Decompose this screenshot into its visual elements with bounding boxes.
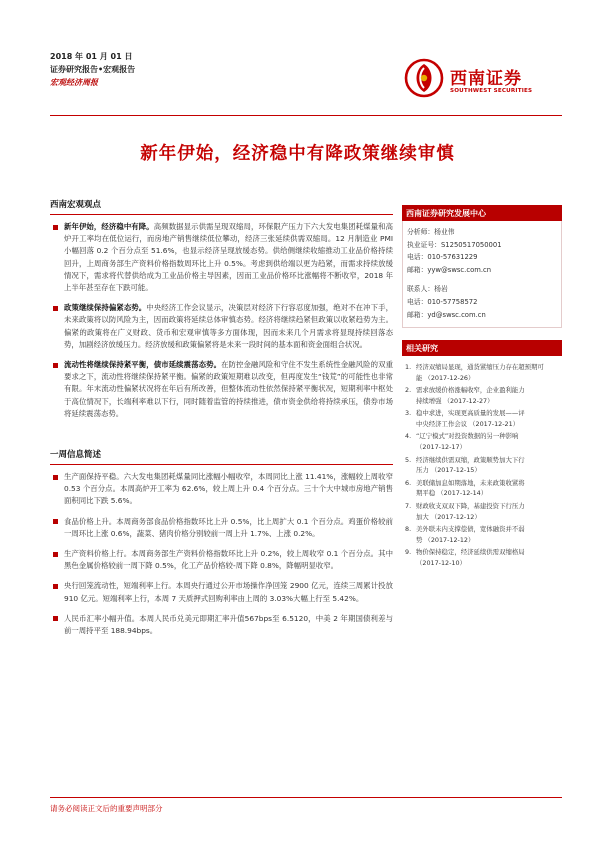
sidebar <box>402 205 562 570</box>
report-meta <box>50 50 310 89</box>
contact-name: 联系人：杨岩 <box>407 285 448 294</box>
weekly-heading: 一周信息简述 <box>50 448 393 465</box>
footer-disclaimer: 请务必阅读正文后的重要声明部分 <box>50 804 163 813</box>
related-item[interactable]: 3. 稳中求进，实现更高质量的发展——评 中央经济工作会议 （2017-12-21） <box>405 409 525 429</box>
contact-gap <box>407 276 557 283</box>
logo-text-cn: 西南证券 <box>450 69 522 89</box>
weekly-point: 央行回笼流动性，短端利率上行。本周央行通过公开市场操作净回笼 2900 亿元，连续三周累计投放 910 亿元。短端利率上行，本周 7 天质押式回购利率由上周的 3.03%大幅上行至 5.42%。 <box>50 580 393 604</box>
macro-point-text: 中央经济工作会议显示，决策层对经济下行容忍度加强，绝对不在冲下手，未来政策将以防风险为主，因而政策将延续总体审慎态势。经济将继续趋紧但政策以收紧趋势为主。偏紧的政策将在广义财政、货币和宏观审慎等多方面体现，因而未来几个月需求将显现持续回落态势，加剧经济放缓压力。经济放缓和政策偏紧将是未来一段时间的基本面和资金面组合状况。 <box>64 303 393 349</box>
weekly-point: 人民币汇率小幅升值。本周人民币兑美元即期汇率升值567bps至 6.5120，中美 2 年期国债利差与前一周持平至 188.94bps。 <box>50 613 393 637</box>
macro-point <box>50 302 393 351</box>
related-list <box>402 356 562 568</box>
macro-point-lead: 新年伊始，经济稳中有降。 <box>64 222 154 231</box>
macro-point <box>50 221 393 294</box>
macro-point-text: 高频数据显示供需呈现双缩局，环保限产压力下六大发电集团耗煤量和高炉开工率均在低位运行，而房地产销售继续低位攀动，经济三张延续供需双缩局。12 月制造业 PMI 小幅回落 0.2 个百分点至 51.6%，也显示经济呈现放缓态势。供给侧继续收缩推动工业品价格持续回升，上周商务部生产资料价格指数周环比上升 0.5%。考虑到供给端以更为趋紧，而需求持续放缓情况下，需求将代替供给成为工业品价格主导因素，因而工业品价格环比涨幅将不断收窄，2018 年上半年甚至存在下跌可能。 <box>64 222 393 293</box>
weekly-point: 生产面保持平稳。六大发电集团耗煤量同比涨幅小幅收窄，本周同比上涨 11.41%，涨幅较上周收窄 0.53 个百分点。本周高炉开工率为 62.6%，较上周上升 0.4 个百分点。三十个大中城市房地产销售面积同比下跌 5.6%。 <box>50 471 393 508</box>
section-spacer <box>50 428 393 448</box>
report-subtype: 宏观经济周报 <box>50 78 98 87</box>
macro-heading: 西南宏观观点 <box>50 198 393 215</box>
swsc-logo-icon <box>404 58 444 98</box>
related-item[interactable]: 2. 需求放缓价格涨幅收窄，企业盈利能力 持续增强 （2017-12-27） <box>405 386 525 406</box>
related-item[interactable]: 6. 美联储加息如期落地，未来政策收紧将 期平稳 （2017-12-14） <box>405 478 525 498</box>
team-heading: 西南证券研究发展中心 <box>402 205 562 221</box>
related-item[interactable]: 4. “辽宁模式”对投资数据的另一种影响 （2017-12-17） <box>405 432 519 452</box>
header-divider <box>50 115 562 116</box>
weekly-point: 生产资料价格上行。本周商务部生产资料价格指数环比上升 0.2%，较上周收窄 0.1 个百分点。其中黑色金属价格较前一周下降 0.5%，化工产品价格较-周下降 0.8%，降幅明显收窄。 <box>50 548 393 572</box>
team-contacts <box>402 221 562 328</box>
weekly-point: 食品价格上升。本周商务部食品价格指数环比上升 0.5%，比上周扩大 0.1 个百分点。鸡蛋价格较前一周环比上涨 0.6%，蔬菜、猪肉价格分别较前一周上升 1.7%、上涨 0.2%。 <box>50 516 393 540</box>
macro-point-lead: 政策继续保持偏紧态势。 <box>64 303 147 313</box>
related-item[interactable]: 9. 物价保持稳定，经济延续供需双缩格局 （2017-12-10） <box>405 547 525 567</box>
contact-email: 邮箱：yd@swsc.com.cn <box>407 310 486 319</box>
analyst-phone: 电话：010-57631229 <box>407 253 478 262</box>
related-item[interactable]: 8. 美外联未内支撑偿债，宽体融资并不弱 势 （2017-12-12） <box>405 524 525 544</box>
related-item[interactable]: 1. 经济双缩局显现，通货紧缩压力存在超预期可 能 （2017-12-26） <box>405 363 544 382</box>
page-title: 新年伊始，经济稳中有降政策继续审慎 <box>140 144 455 164</box>
analyst-name: 分析师：杨业伟 <box>407 228 455 236</box>
analyst-license: 执业证号：S1250517050001 <box>407 240 502 249</box>
company-logo <box>404 58 564 106</box>
related-heading: 相关研究 <box>402 340 562 356</box>
report-date: 2018 年 01 月 01 日 <box>50 52 133 61</box>
contact-phone: 电话：010-57758572 <box>407 297 478 306</box>
related-item[interactable]: 7. 财政收支双双下降，基建投资下行压力 加大 （2017-12-12） <box>405 501 525 521</box>
macro-point <box>50 359 393 420</box>
footer-divider <box>50 797 562 798</box>
report-type: 证券研究报告•宏观报告 <box>50 65 136 74</box>
macro-point-lead: 流动性将继续保持紧平衡，债市延续震荡态势。 <box>64 360 222 370</box>
main-column <box>50 198 393 645</box>
analyst-email: 邮箱：yyw@swsc.com.cn <box>407 265 492 274</box>
related-item[interactable]: 5. 经济继续供需双缩，政策顺势加大下行 压力 （2017-12-15） <box>405 455 525 475</box>
macro-point-text: 在防控金融风险和守住不发生系统性金融风险的双重要求之下，流动性将继续保持紧平衡。偏紧的政策短期难以改变，但再度发生“钱荒”的可能性也非常有限。年末流动性偏紧状况将在年后有所改善，但整体流动性依然保持紧平衡状况，短期利率中枢处于高位情况下，长端利率难以下行，同时随着监管的持续推进，债市资金供给将持续承压，债券市场将延续震荡态势。 <box>64 360 393 418</box>
logo-text-en: SOUTHWEST SECURITIES <box>450 88 533 94</box>
